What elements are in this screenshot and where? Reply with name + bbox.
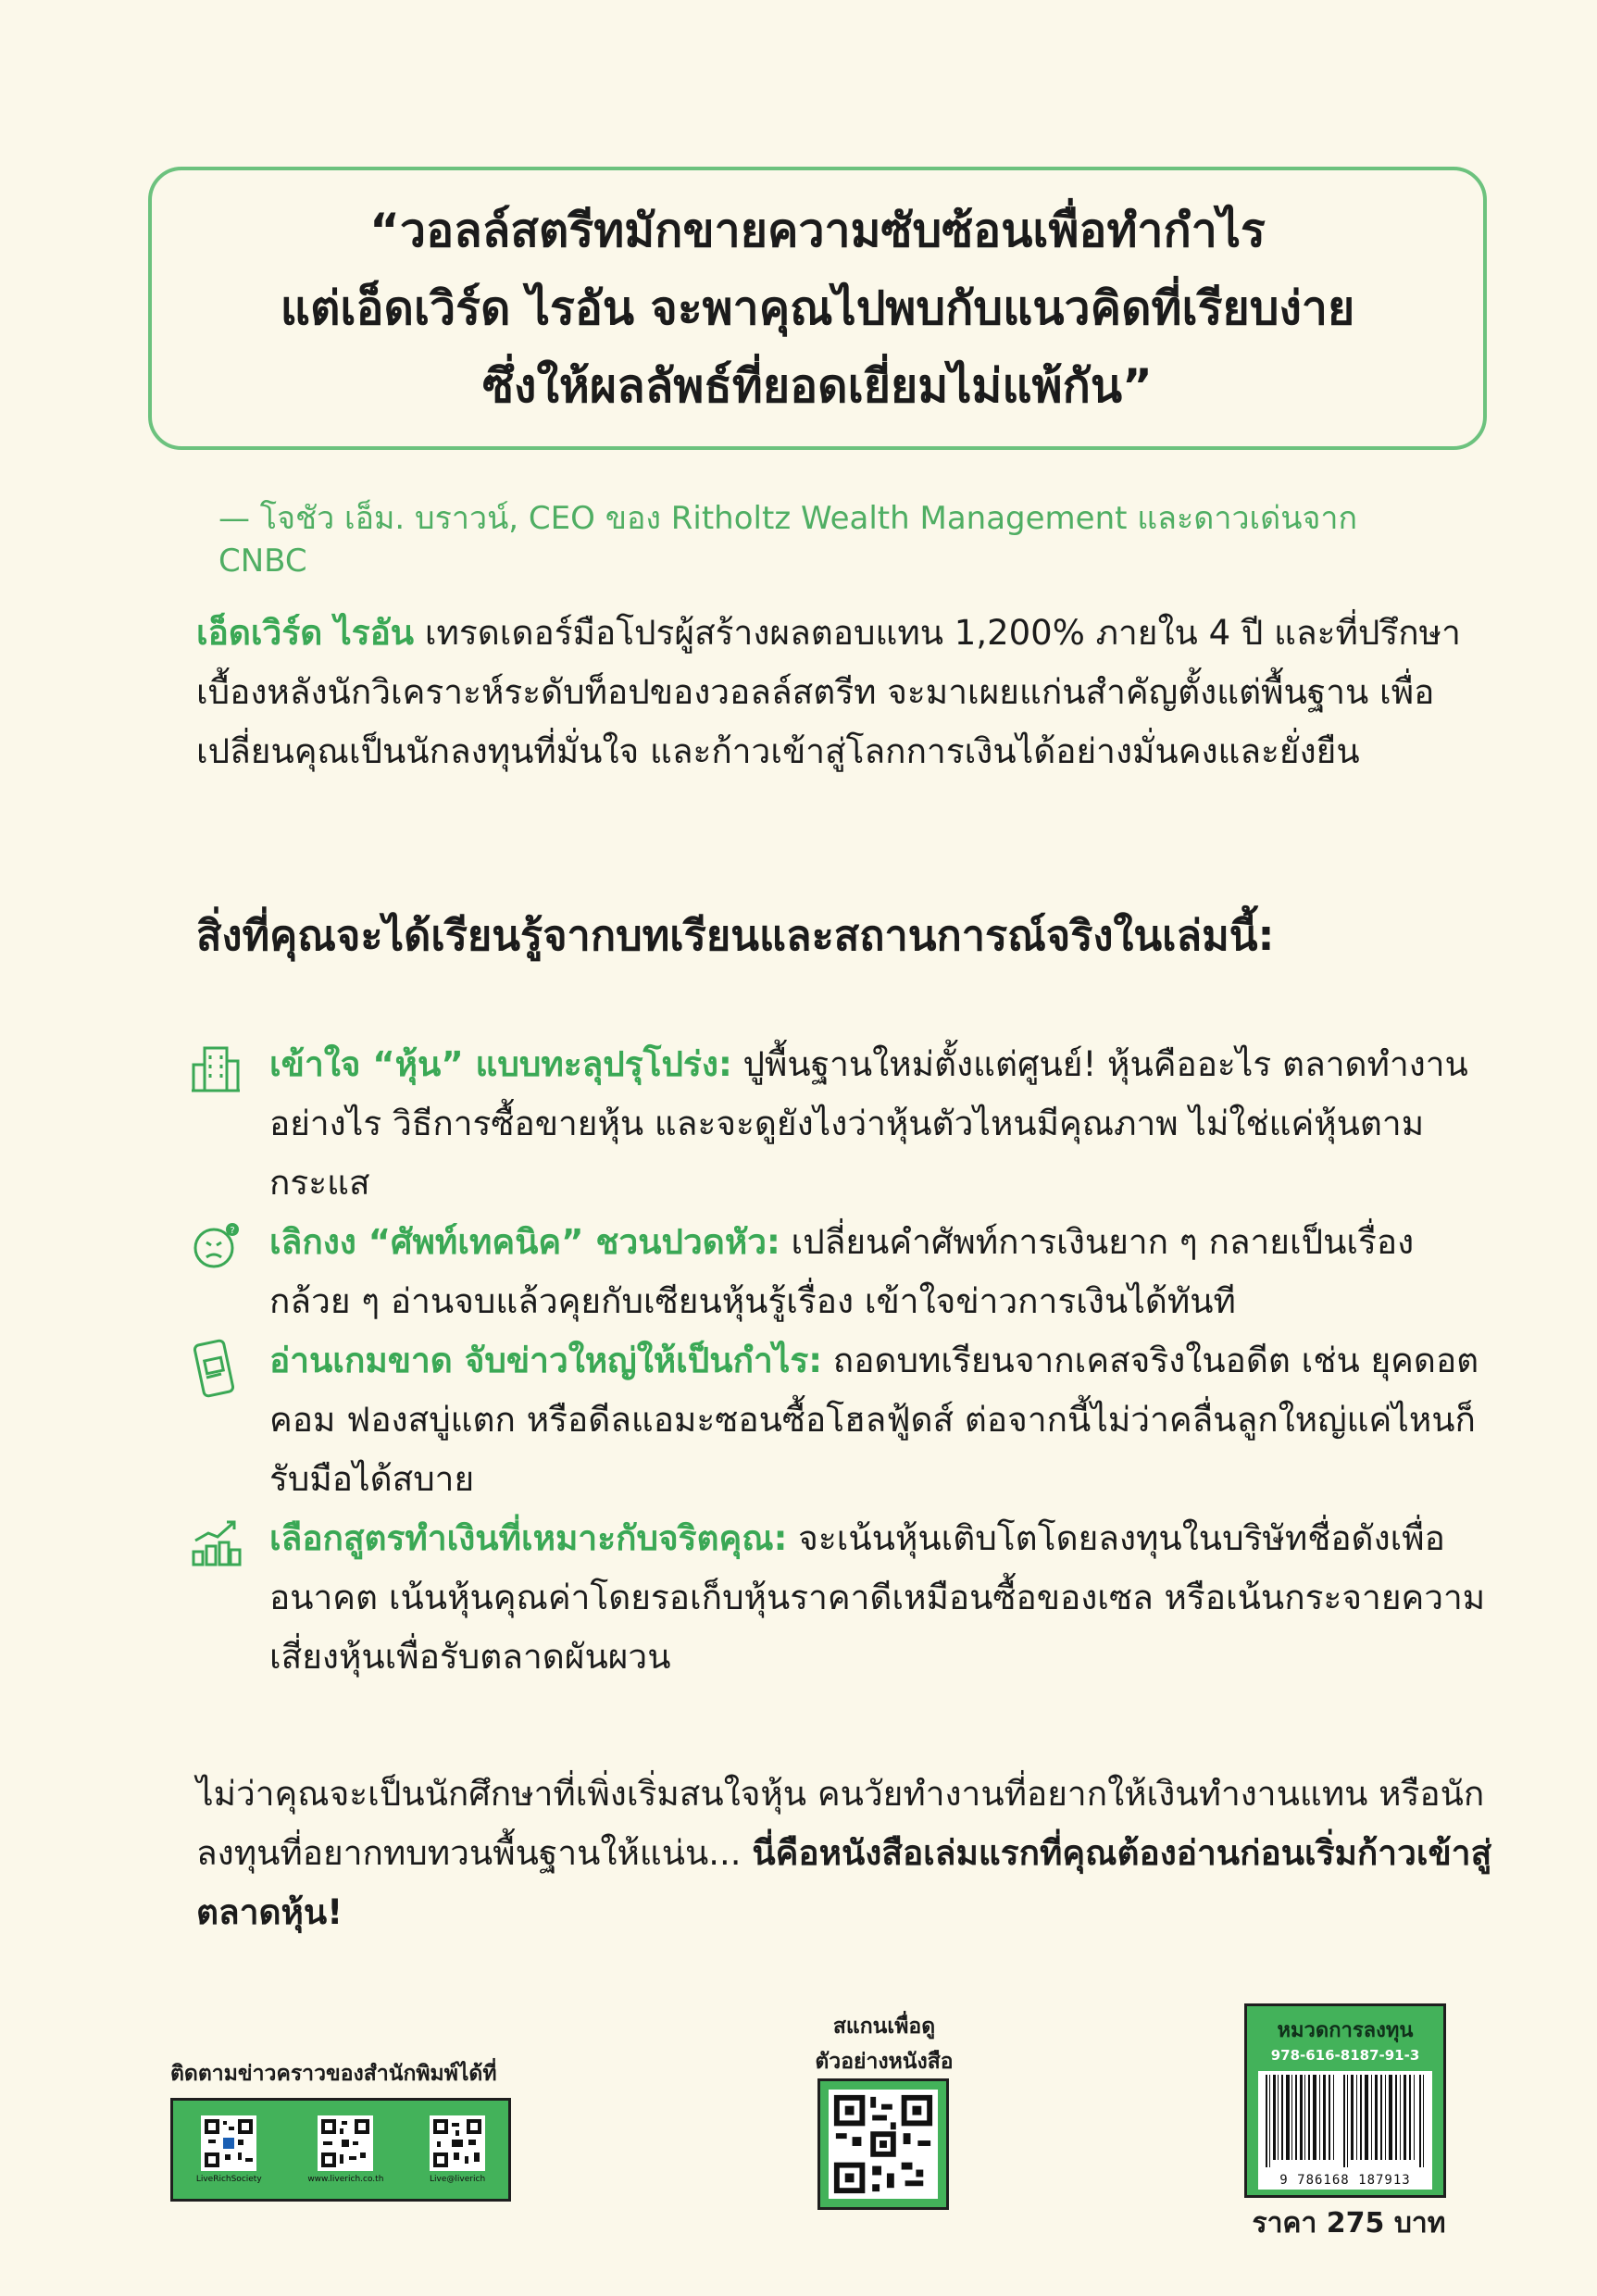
phone-news-icon: [190, 1339, 242, 1391]
qr-code-icon: [201, 2115, 256, 2171]
feature-title: อ่านเกมขาด จับข่าวใหญ่ให้เป็นกำไร:: [269, 1341, 823, 1380]
author-name: เอ็ดเวิร์ด ไรอัน: [196, 613, 415, 653]
social-qr-strip: [170, 2098, 511, 2202]
qr-caption: www.liverich.co.th: [307, 2175, 384, 2184]
category-label: หมวดการลงทุน: [1277, 2019, 1414, 2042]
feature-item: [190, 1035, 1486, 1213]
quote-box: [148, 167, 1487, 450]
feature-text: จะเน้นหุ้นเติบโตโดยลงทุนในบริษัทชื่อดังเพื่ออนาคต เน้นหุ้นคุณค่าโดยรอเก็บหุ้นราคาดีเหมือนซื้อของเซล หรือเน้นกระจายความเสี่ยงหุ้นเพื่อรับตลาดผันผวน: [269, 1518, 1486, 1677]
scan-label: [787, 2009, 981, 2079]
feature-title: เลือกสูตรทำเงินที่เหมาะกับจริตคุณ:: [269, 1518, 788, 1558]
website-qr[interactable]: [307, 2115, 383, 2184]
closing-emphasis: นี่คือหนังสือเล่มแรกที่คุณต้องอ่านก่อนเริ่มก้าวเข้าสู่ตลาดหุ้น!: [196, 1833, 1492, 1932]
section-heading: สิ่งที่คุณจะได้เรียนรู้จากบทเรียนและสถานการณ์จริงในเล่มนี้:: [196, 911, 1275, 960]
intro-paragraph: [196, 604, 1474, 781]
closing-text: ไม่ว่าคุณจะเป็นนักศึกษาที่เพิ่งเริ่มสนใจหุ้น คนวัยทำงานที่อยากให้เงินทำงานแทน หรือนักลงทุนที่อยากทบทวนพื้นฐานให้แน่น...: [196, 1774, 1485, 1873]
follow-label: ติดตามข่าวคราวของสำนักพิมพ์ได้ที่: [170, 2062, 497, 2086]
qr-caption: Live@liverich: [430, 2175, 486, 2184]
qr-code-icon: [829, 2090, 938, 2199]
quote-line-3: ซึ่งให้ผลลัพธ์ที่ยอดเยี่ยมไม่แพ้กัน”: [482, 359, 1153, 413]
feature-text: ปูพื้นฐานใหม่ตั้งแต่ศูนย์! หุ้นคืออะไร ตลาดทำงานอย่างไร วิธีการซื้อขายหุ้น และจะดูยังไงว่าหุ้นตัวไหนมีคุณภาพ ไม่ใช่แค่หุ้นตามกระแส: [269, 1044, 1468, 1203]
feature-item: [190, 1509, 1486, 1687]
growth-coins-icon: [190, 1516, 242, 1568]
feature-text: เปลี่ยนคำศัพท์การเงินยาก ๆ กลายเป็นเรื่องกล้วย ๆ อ่านจบแล้วคุยกับเซียนหุ้นรู้เรื่อง เข้าใจข่าวการเงินได้ทันที: [269, 1222, 1415, 1321]
qr-caption: LiveRichSociety: [195, 2175, 262, 2184]
svg-text:?: ?: [230, 1226, 235, 1236]
barcode-icon: [1258, 2071, 1432, 2167]
scan-label-line-2: ตัวอย่างหนังสือ: [815, 2050, 954, 2074]
feature-text: ถอดบทเรียนจากเคสจริงในอดีต เช่น ยุคดอตคอม ฟองสบู่แตก หรือดีลแอมะซอนซื้อโฮลฟู้ดส์ ต่อจากนี้ไม่ว่าคลื่นลูกใหญ่แค่ไหนก็รับมือได้สบาย: [269, 1341, 1479, 1499]
barcode: [1258, 2071, 1432, 2190]
quote-attribution: — โจชัว เอ็ม. บราวน์, CEO ของ Ritholtz Wealth Management และดาวเด่นจาก CNBC: [218, 500, 1358, 580]
feature-list: [190, 1035, 1486, 1687]
feature-item: [190, 1213, 1486, 1331]
confused-face-icon: [190, 1220, 242, 1272]
barcode-number: 9 786168 187913: [1279, 2173, 1411, 2188]
isbn-label: 978-616-8187-91-3: [1270, 2047, 1420, 2064]
feature-item: [190, 1331, 1486, 1509]
closing-paragraph: [196, 1765, 1492, 1942]
scan-label-line-1: สแกนเพื่อดู: [832, 2015, 936, 2039]
line-qr[interactable]: [430, 2115, 485, 2184]
quote-line-2: แต่เอ็ดเวิร์ด ไรอัน จะพาคุณไปพบกับแนวคิดที่เรียบง่าย: [280, 281, 1355, 335]
intro-text: เทรดเดอร์มือโปรผู้สร้างผลตอบแทน 1,200% ภายใน 4 ปี และที่ปรึกษาเบื้องหลังนักวิเคราะห์ระดับท็อปของวอลล์สตรีท จะมาเผยแก่นสำคัญตั้งแต่พื้นฐาน เพื่อเปลี่ยนคุณเป็นนักลงทุนที่มั่นใจ และก้าวเข้าสู่โลกการเงินได้อย่างมั่นคงและยั่งยืน: [196, 613, 1461, 771]
book-preview-qr[interactable]: [817, 2078, 949, 2210]
feature-title: เข้าใจ “หุ้น” แบบทะลุปรุโปร่ง:: [269, 1044, 732, 1084]
price: ราคา 275 บาท: [1252, 2207, 1446, 2240]
quote-line-1: “วอลล์สตรีทมักขายความซับซ้อนเพื่อทำกำไร: [369, 204, 1266, 257]
barcode-panel: [1244, 2003, 1446, 2198]
qr-code-icon: [318, 2115, 373, 2171]
qr-code-icon: [430, 2115, 485, 2171]
feature-title: เลิกงง “ศัพท์เทคนิค” ชวนปวดหัว:: [269, 1222, 780, 1262]
facebook-qr[interactable]: [196, 2115, 262, 2184]
building-icon: [190, 1042, 242, 1094]
